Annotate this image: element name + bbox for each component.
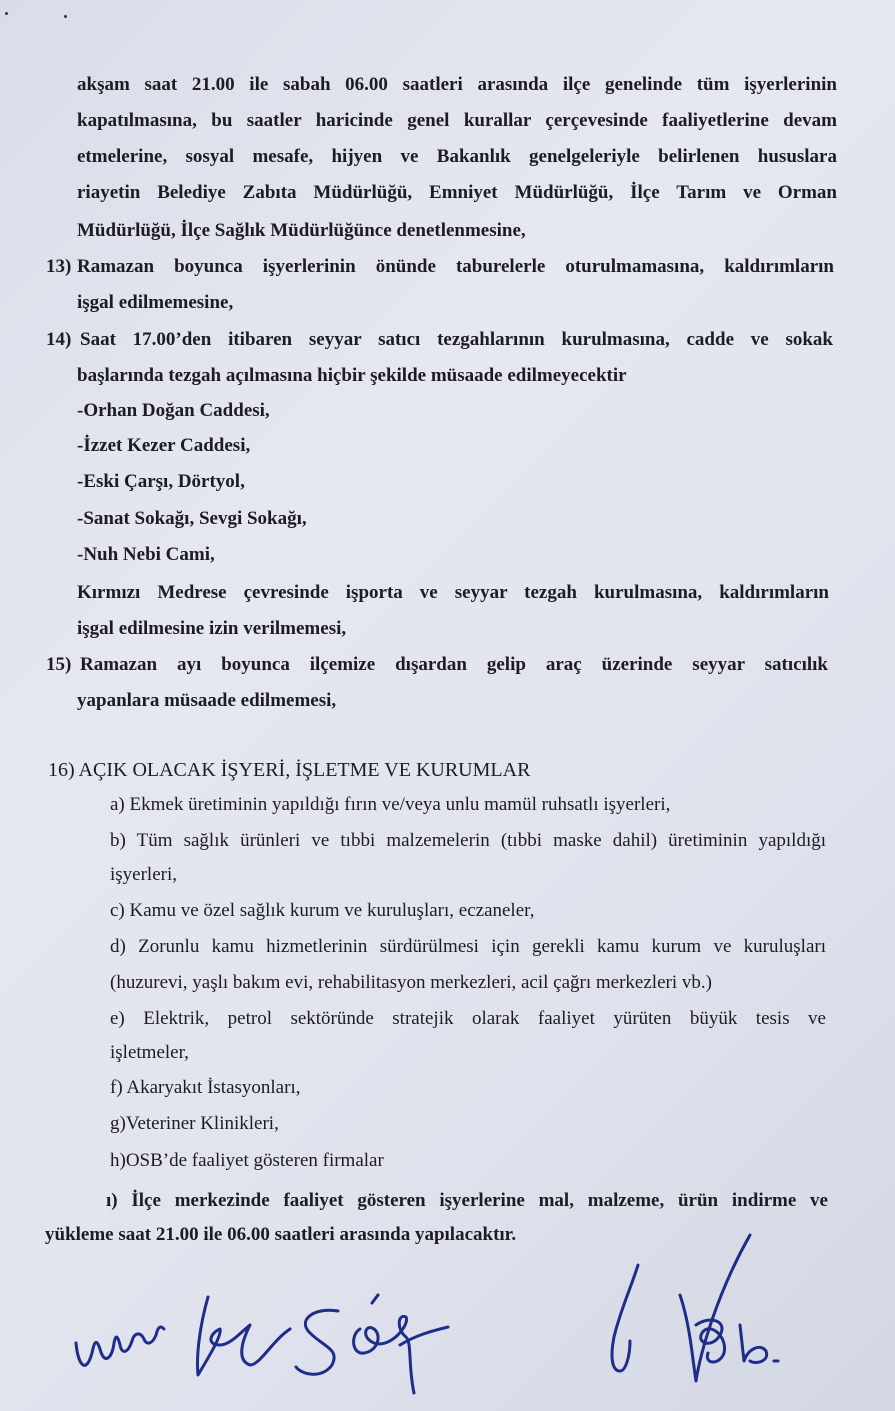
subitem-h: h)OSB’de faaliyet gösteren firmalar: [110, 1150, 384, 1171]
paper-speck: [5, 12, 8, 15]
item-14-line-1: Saat 17.00’den itibaren seyyar satıcı tezgahlarının kurulmasına, cadde ve sokak: [80, 329, 833, 350]
signature-6: [680, 1235, 778, 1381]
item-14-closing-line-1: Kırmızı Medrese çevresinde işporta ve seyyar tezgah kurulmasına, kaldırımların: [77, 582, 829, 603]
item-13-line-1: Ramazan boyunca işyerlerinin önünde taburelerle oturulmamasına, kaldırımların: [77, 256, 834, 277]
signature-1: [76, 1327, 164, 1365]
subitem-g: g)Veteriner Klinikleri,: [110, 1113, 279, 1134]
para12-line-3: etmelerine, sosyal mesafe, hijyen ve Bakanlık genelgeleriyle belirlenen hususlara: [77, 146, 837, 167]
subitem-i-line-2: yükleme saat 21.00 ile 06.00 saatleri arasında yapılacaktır.: [45, 1224, 517, 1245]
subitem-a: a) Ekmek üretiminin yapıldığı fırın ve/veya unlu mamül ruhsatlı işyerleri,: [110, 794, 671, 815]
subitem-f: f) Akaryakıt İstasyonları,: [110, 1077, 301, 1098]
item-14-line-2: başlarında tezgah açılmasına hiçbir şekilde müsaade edilmeyecektir: [77, 365, 627, 386]
signature-4: [354, 1295, 448, 1393]
item-15-line-2: yapanlara müsaade edilmemesi,: [77, 690, 337, 711]
item-15-line-1: Ramazan ayı boyunca ilçemize dışardan gelip araç üzerinde seyyar satıcılık: [80, 654, 828, 675]
subitem-c: c) Kamu ve özel sağlık kurum ve kuruluşları, eczaneler,: [110, 900, 535, 921]
para12-line-5: Müdürlüğü, İlçe Sağlık Müdürlüğünce denetlenmesine,: [77, 220, 526, 241]
subitem-e-line-1: e) Elektrik, petrol sektöründe stratejik olarak faaliyet yürüten büyük tesis ve: [110, 1008, 826, 1029]
street-item: -Sanat Sokağı, Sevgi Sokağı,: [77, 508, 307, 529]
subitem-d-line-2: (huzurevi, yaşlı bakım evi, rehabilitasyon merkezleri, acil çağrı merkezleri vb.): [110, 972, 712, 993]
paper-speck: [64, 15, 67, 18]
subitem-d-line-1: d) Zorunlu kamu hizmetlerinin sürdürülmesi için gerekli kamu kurum ve kuruluşları: [110, 936, 826, 957]
handwritten-signatures: [60, 1225, 840, 1405]
para12-line-2: kapatılmasına, bu saatler haricinde genel kurallar çerçevesinde faaliyetlerine devam: [77, 110, 837, 131]
signature-2: [197, 1297, 290, 1375]
street-item: -Orhan Doğan Caddesi,: [77, 400, 270, 421]
para12-line-1: akşam saat 21.00 ile sabah 06.00 saatleri arasında ilçe genelinde tüm işyerlerinin: [77, 74, 837, 95]
item-13-number: 13): [46, 256, 72, 277]
item-16-heading: 16) AÇIK OLACAK İŞYERİ, İŞLETME VE KURUMLAR: [48, 759, 531, 781]
para12-line-4: riayetin Belediye Zabıta Müdürlüğü, Emniyet Müdürlüğü, İlçe Tarım ve Orman: [77, 182, 837, 203]
item-14-closing-line-2: işgal edilmesine izin verilmemesi,: [77, 618, 347, 639]
subitem-e-line-2: işletmeler,: [110, 1042, 189, 1063]
signature-3: [296, 1310, 338, 1374]
street-item: -Eski Çarşı, Dörtyol,: [77, 471, 245, 492]
signature-5: [612, 1265, 638, 1371]
subitem-i-line-1: ı) İlçe merkezinde faaliyet gösteren işyerlerine mal, malzeme, ürün indirme ve: [106, 1190, 828, 1211]
item-13-line-2: işgal edilmemesine,: [77, 292, 234, 313]
subitem-b-line-1: b) Tüm sağlık ürünleri ve tıbbi malzemelerin (tıbbi maske dahil) üretiminin yapıldığı: [110, 830, 826, 851]
street-item: -Nuh Nebi Cami,: [77, 544, 215, 565]
subitem-b-line-2: işyerleri,: [110, 864, 178, 885]
street-item: -İzzet Kezer Caddesi,: [77, 435, 251, 456]
item-15-number: 15): [46, 654, 72, 675]
item-14-number: 14): [46, 329, 72, 350]
